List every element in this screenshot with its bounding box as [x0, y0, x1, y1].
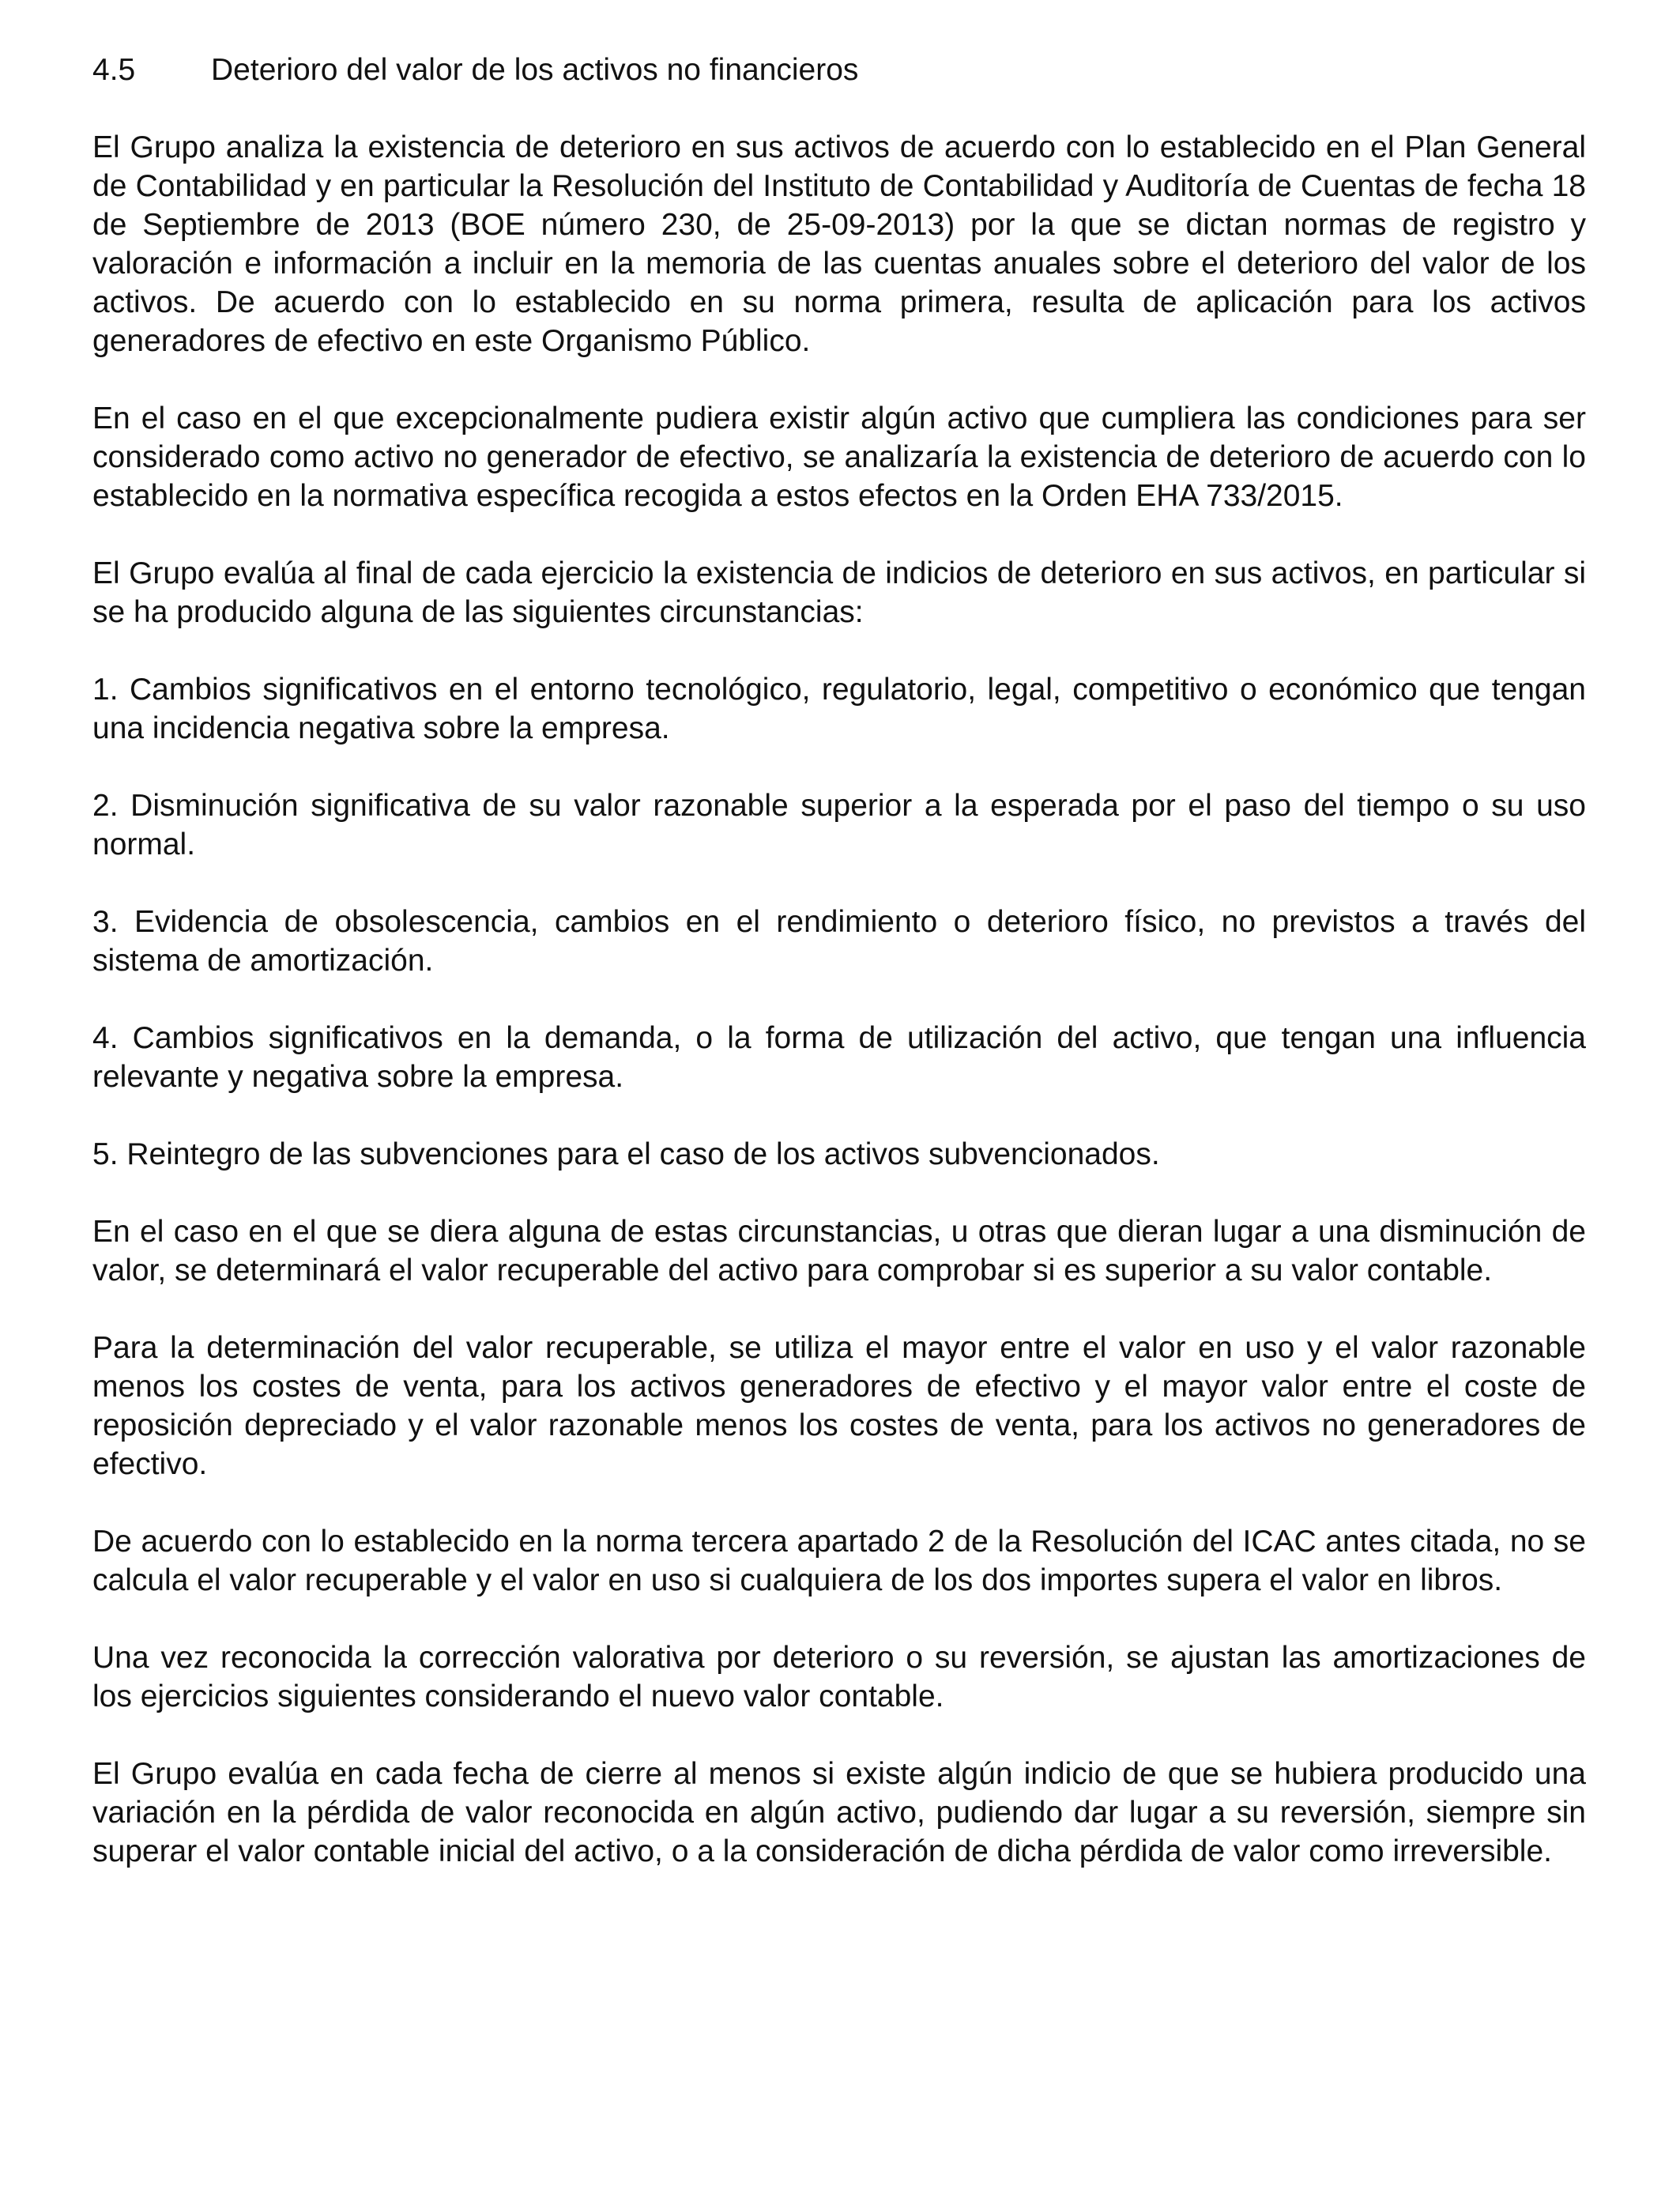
list-item-4: 4. Cambios significativos en la demanda, o la forma de utilización del activo, que tengan una influencia relevante y negativa sobre la empresa. — [92, 1021, 1586, 1094]
paragraph-evaluation: El Grupo evalúa al final de cada ejercicio la existencia de indicios de deterioro en sus activos, en particular si se ha producido alguna de las siguientes circunstancias: — [92, 556, 1586, 629]
paragraph-intro: El Grupo analiza la existencia de deterioro en sus activos de acuerdo con lo establecido en el Plan General de Contabilidad y en particular la Resolución del Instituto de Contabilidad y Auditoría de Cuentas de fecha 18 de Septiembre de 2013 (BOE número 230, de 25-09-2013) por la que se dictan normas de registro y valoración e información a incluir en la memoria de las cuentas anuales sobre el deterioro del valor de los activos. De acuerdo con lo establecido en su norma primera, resulta de aplicación para los activos generadores de efectivo en este Organismo Público. — [92, 130, 1586, 358]
paragraph-reversal: El Grupo evalúa en cada fecha de cierre al menos si existe algún indicio de que se hubiera producido una variación en la pérdida de valor reconocida en algún activo, pudiendo dar lugar a su reversión, siempre sin superar el valor contable inicial del activo, o a la consideración de dicha pérdida de valor como irreversible. — [92, 1757, 1586, 1868]
paragraph-determination: Para la determinación del valor recuperable, se utiliza el mayor entre el valor en uso y el valor razonable menos los costes de venta, para los activos generadores de efectivo y el mayor valor entre el coste de reposición depreciado y el valor razonable menos los costes de venta, para los activos no generadores de efectivo. — [92, 1331, 1586, 1481]
paragraph-non-cash-generating: En el caso en el que excepcionalmente pudiera existir algún activo que cumpliera las condiciones para ser considerado como activo no generador de efectivo, se analizaría la existencia de deterioro de acuerdo con lo establecido en la normativa específica recogida a estos efectos en la Orden EHA 733/2015. — [92, 401, 1586, 513]
paragraph-icac-rule: De acuerdo con lo establecido en la norma tercera apartado 2 de la Resolución del ICAC antes citada, no se calcula el valor recuperable y el valor en uso si cualquiera de los dos importes supera el valor en libros. — [92, 1525, 1586, 1597]
section-number: 4.5 — [92, 53, 136, 87]
paragraph-correction: Una vez reconocida la corrección valorativa por deterioro o su reversión, se ajustan las amortizaciones de los ejercicios siguientes considerando el nuevo valor contable. — [92, 1641, 1586, 1713]
section-title: Deterioro del valor de los activos no financieros — [211, 53, 859, 87]
paragraph-recoverable-value: En el caso en el que se diera alguna de estas circunstancias, u otras que dieran lugar a una disminución de valor, se determinará el valor recuperable del activo para comprobar si es superior a su valor contable. — [92, 1215, 1586, 1287]
document-body — [92, 51, 1586, 1909]
list-item-3: 3. Evidencia de obsolescencia, cambios en el rendimiento o deterioro físico, no previstos a través del sistema de amortización. — [92, 905, 1586, 978]
list-item-2: 2. Disminución significativa de su valor razonable superior a la esperada por el paso del tiempo o su uso normal. — [92, 789, 1586, 861]
list-item-1: 1. Cambios significativos en el entorno tecnológico, regulatorio, legal, competitivo o económico que tengan una incidencia negativa sobre la empresa. — [92, 673, 1586, 745]
section-heading — [92, 51, 1586, 89]
list-item-5: 5. Reintegro de las subvenciones para el caso de los activos subvencionados. — [92, 1137, 1160, 1171]
